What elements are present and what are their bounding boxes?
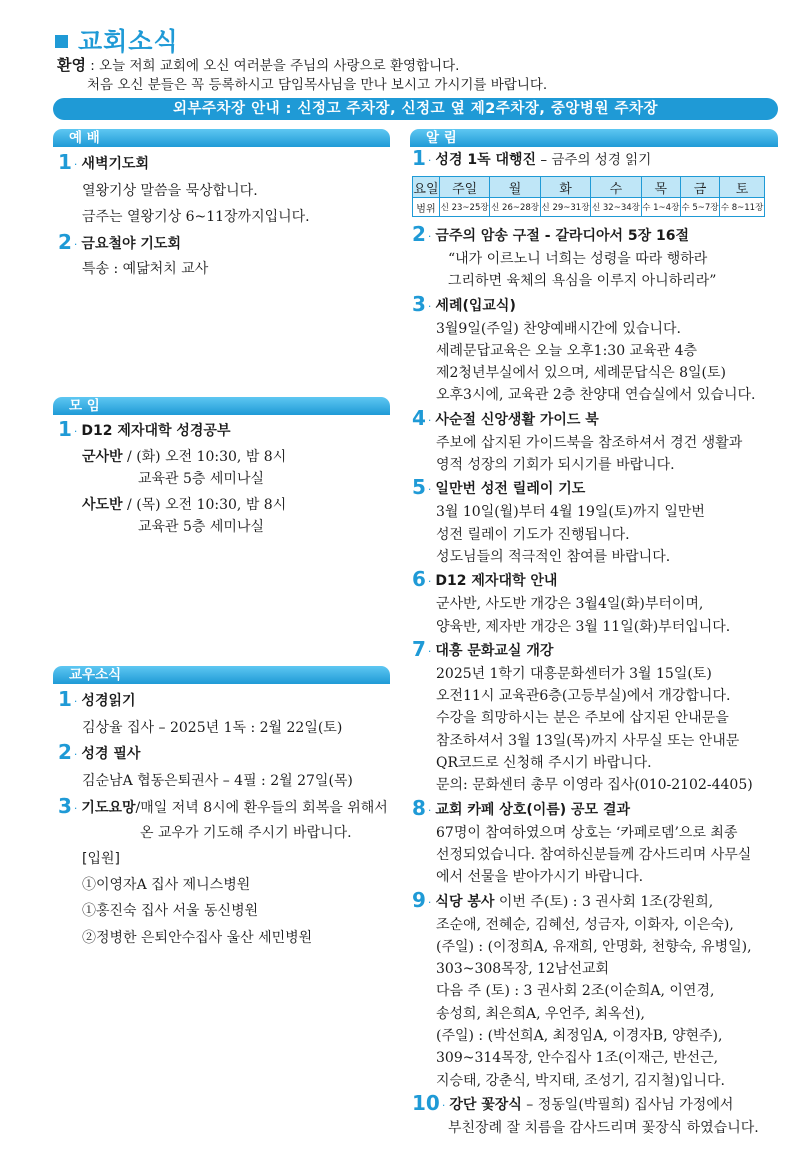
news-item: 10 · 강단 꽃장식 – 정동일(박필희) 집사님 가정에서 [412,1090,734,1115]
worship-header: 예 배 [53,129,390,147]
news-item: 7 · 대흥 문화교실 개강 [412,636,554,661]
news-item: 9 · 식당 봉사 이번 주(토) : 3 권사회 1조(강원희, [412,887,714,912]
page-title: 교회소식 [55,22,179,58]
welcome-message: 환영 : 오늘 저희 교회에 오신 여러분을 주님의 사랑으로 환영합니다. 처음 오신 분들은 꼭 등록하시고 담임목사님을 만나 보시고 가시기를 바랍니다. [57,56,548,93]
news-item: 4 · 사순절 신앙생활 가이드 북 [412,405,599,430]
parking-banner: 외부주차장 안내 : 신정고 주차장, 신정고 옆 제2주차장, 중앙병원 주차장 [53,98,778,120]
news-item: 8 · 교회 카페 상호(이름) 공모 결과 [412,795,631,820]
worship-section: 1 · 새벽기도회 열왕기상 말씀을 묵상합니다. 금주는 열왕기상 6~11장까지입니다. 2 · 금요철야 기도회 특송 : 예닮처치 교사 [58,151,398,280]
members-header: 교우소식 [53,666,390,684]
members-section: 1 · 성경읽기 김상율 집사 – 2025년 1독 : 2월 22일(토) 2 · 성경 필사 김순남A 협동은퇴권사 – 4필 : 2월 27일(목) 3 · 기도요망/매일 저녁 8시에 환우들의 회복을 위해서 온 교우가 기도해 주시기 바랍니다. [입원] ①이영자A 집사 제니스병원 ①홍진숙 집사 서울 동신병원 ②정병한 은퇴안수집사 울산 세민병원 [58,687,388,946]
meeting-section: 1 · D12 제자대학 성경공부 군사반 / (화) 오전 10:30, 밤 8시 교육관 5층 세미나실 사도반 / (목) 오전 10:30, 밤 8시 교육관 5층 세미나실 [58,417,287,535]
worship-item: 1 · 새벽기도회 [58,150,150,174]
news-item: 3 · 세례(입교식) [412,291,516,316]
news-section: 1 · 성경 1독 대행진 – 금주의 성경 읽기 요일 주일 월 화 수 목 금 토 범위 신 23~25장 신 26~28장 신 29~31장 신 32~34장 수 1~4장 수 5~7장 수 8~11장 2 · 금주의 암송 구절 - 갈라디아서 5장 16절 “내가 이르노니 너희는 성령을 따라 행하라 그리하면 육체의 욕심을 이루지 아니하리라” 3 · 세례(입교식) 3월9일(주일) 찬양예배시간에 있습니다. 세례문답교육은 오늘 오후1:30 교육관 4층 제2청년부실에서 있으며, 세례문답식은 8일(토) 오후3시에, 교육관 2층 찬양대 연습실에서 있습니다. 4 · 사순절 신앙생활 가이드 북 주보에 삽지된 가이드북을 참조하셔서 경건 생활과 영적 성장의 기회가 되시기를 바랍니다. 5 · 일만번 성전 릴레이 기도 3월 10일(월)부터 4월 19일(토)까지 일만번 성전 릴레이 기도가 진행됩니다. 성도님들의 적극적인 참여를 바랍니다. 6 · D12 제자대학 안내 군사반, 사도반 개강은 3월4일(화)부터이며, 양육반, 제자반 개강은 3월 11일(화)부터입니다. 7 · 대흥 문화교실 개강 2025년 1학기 대흥문화센터가 3월 15일(토) 오전11시 교육관6층(고등부실)에서 개강합니다. 수강을 희망하시는 분은 주보에 삽지된 안내문을 참조하셔서 3월 13일(목)까지 사무실 또는 안내문 QR코드로 신청해 주시기 바랍니다. 문의: 문화센터 총무 이영라 집사(010-2102-4405) 8 · 교회 카페 상호(이름) 공모 결과 67명이 참여하였으며 상호는 ‘카페로뎀’으로 최종 선정되었습니다. 참여하신분들께 감사드리며 사무실 에서 선물을 받아가시기 바랍니다. 9 · 식당 봉사 이번 주(토) : 3 권사회 1조(강원희, 조순애, 전혜순, 김혜선, 성금자, 이화자, 이은숙), (주일) : (이정희A, 유재희, 안명화, 천향숙, 유병일), 303~308목장, 12남선교회 다음 주 (토) : 3 권사회 2조(이순희A, 이연경, 송성희, 최은희A, 우언주, 최옥선), (주일) : (박선희A, 최정임A, 이경자B, 양현주), 309~314목장, 안수집사 1조(이재근, 반선근, 지승태, 강춘식, 박지태, 조성기, 김지철)입니다. 10 · 강단 꽃장식 – 정동일(박필희) 집사님 가정에서 부친장례 잘 치름을 감사드리며 꽃장식 하였습니다. [412,147,782,1139]
reading-schedule-table: 요일 주일 월 화 수 목 금 토 범위 신 23~25장 신 26~28장 신 29~31장 신 32~34장 수 1~4장 수 5~7장 수 8~11장 [412,176,765,217]
square-bullet-icon [55,35,68,48]
meeting-header: 모 임 [53,397,390,415]
welcome-label: 환영 [57,56,86,74]
news-item: 6 · D12 제자대학 안내 [412,567,558,592]
news-item: 5 · 일만번 성전 릴레이 기도 [412,475,586,500]
worship-item: 2 · 금요철야 기도회 [58,229,181,254]
news-header: 알 림 [410,129,778,147]
